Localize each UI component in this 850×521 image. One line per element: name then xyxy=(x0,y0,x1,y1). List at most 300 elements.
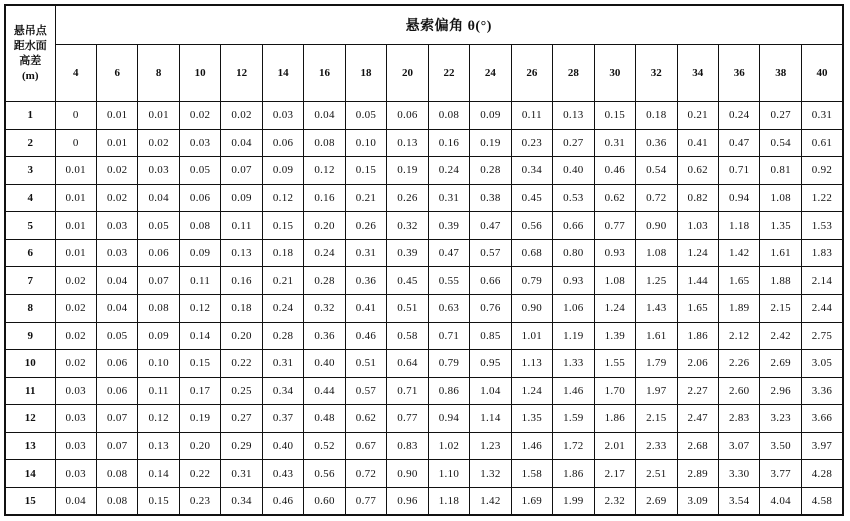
table-cell: 0.18 xyxy=(636,102,677,130)
angle-header: 34 xyxy=(677,45,718,102)
table-cell: 1.46 xyxy=(553,377,594,405)
table-cell: 0.02 xyxy=(179,102,220,130)
table-cell: 1.53 xyxy=(801,212,843,240)
table-cell: 1.04 xyxy=(470,377,511,405)
table-cell: 0.07 xyxy=(221,157,262,185)
table-cell: 0.96 xyxy=(387,487,428,515)
table-cell: 1.55 xyxy=(594,350,635,378)
table-cell: 1.86 xyxy=(594,405,635,433)
table-cell: 2.51 xyxy=(636,460,677,488)
table-row xyxy=(5,129,843,157)
table-cell: 1.65 xyxy=(719,267,760,295)
table-cell: 0.39 xyxy=(387,239,428,267)
row-height-value: 7 xyxy=(5,267,55,295)
table-cell: 2.44 xyxy=(801,294,843,322)
table-cell: 0.19 xyxy=(179,405,220,433)
table-cell: 2.68 xyxy=(677,432,718,460)
angle-header: 6 xyxy=(96,45,137,102)
angle-header: 10 xyxy=(179,45,220,102)
table-cell: 0.92 xyxy=(801,157,843,185)
row-height-value: 10 xyxy=(5,350,55,378)
table-cell: 0.52 xyxy=(304,432,345,460)
table-row xyxy=(5,460,843,488)
table-cell: 0.31 xyxy=(594,129,635,157)
table-cell: 0.02 xyxy=(55,267,96,295)
table-cell: 0.80 xyxy=(553,239,594,267)
table-cell: 1.61 xyxy=(760,239,801,267)
table-cell: 2.69 xyxy=(760,350,801,378)
table-cell: 2.27 xyxy=(677,377,718,405)
table-cell: 0.77 xyxy=(387,405,428,433)
table-cell: 0.47 xyxy=(428,239,469,267)
table-cell: 0.23 xyxy=(179,487,220,515)
table-cell: 2.06 xyxy=(677,350,718,378)
table-cell: 1.72 xyxy=(553,432,594,460)
table-cell: 1.22 xyxy=(801,184,843,212)
table-cell: 0.23 xyxy=(511,129,552,157)
table-cell: 0.27 xyxy=(553,129,594,157)
table-cell: 0.93 xyxy=(553,267,594,295)
table-cell: 0.02 xyxy=(96,157,137,185)
row-height-value: 4 xyxy=(5,184,55,212)
table-cell: 3.36 xyxy=(801,377,843,405)
table-body xyxy=(5,102,843,516)
table-row xyxy=(5,432,843,460)
table-cell: 2.60 xyxy=(719,377,760,405)
table-cell: 3.05 xyxy=(801,350,843,378)
table-cell: 0.57 xyxy=(345,377,386,405)
table-cell: 1.89 xyxy=(719,294,760,322)
row-height-value: 11 xyxy=(5,377,55,405)
table-cell: 0.09 xyxy=(179,239,220,267)
table-cell: 0.28 xyxy=(304,267,345,295)
table-cell: 0.03 xyxy=(55,432,96,460)
table-cell: 0.37 xyxy=(262,405,303,433)
table-cell: 0.94 xyxy=(428,405,469,433)
table-cell: 0.36 xyxy=(345,267,386,295)
table-cell: 0.01 xyxy=(96,129,137,157)
table-cell: 0.05 xyxy=(179,157,220,185)
table-cell: 0.02 xyxy=(221,102,262,130)
table-cell: 1.08 xyxy=(760,184,801,212)
row-height-value: 2 xyxy=(5,129,55,157)
table-cell: 0.31 xyxy=(801,102,843,130)
table-cell: 0.66 xyxy=(553,212,594,240)
table-cell: 0.15 xyxy=(345,157,386,185)
table-cell: 0.06 xyxy=(138,239,179,267)
table-cell: 0.18 xyxy=(262,239,303,267)
angle-header: 32 xyxy=(636,45,677,102)
table-cell: 0.72 xyxy=(345,460,386,488)
table-cell: 0.27 xyxy=(760,102,801,130)
table-row xyxy=(5,322,843,350)
table-cell: 0.56 xyxy=(304,460,345,488)
table-cell: 0.47 xyxy=(470,212,511,240)
table-cell: 1.10 xyxy=(428,460,469,488)
table-cell: 0.63 xyxy=(428,294,469,322)
angle-header: 36 xyxy=(719,45,760,102)
table-cell: 0.11 xyxy=(511,102,552,130)
table-cell: 0.41 xyxy=(677,129,718,157)
table-cell: 0.05 xyxy=(345,102,386,130)
stub-line: 高差 xyxy=(19,54,42,67)
table-cell: 0.43 xyxy=(262,460,303,488)
table-cell: 2.15 xyxy=(760,294,801,322)
table-cell: 0.27 xyxy=(221,405,262,433)
table-cell: 0.56 xyxy=(511,212,552,240)
table-cell: 1.86 xyxy=(677,322,718,350)
table-cell: 0.12 xyxy=(179,294,220,322)
table-cell: 0.19 xyxy=(387,157,428,185)
table-row xyxy=(5,487,843,515)
table-cell: 1.35 xyxy=(760,212,801,240)
table-cell: 0.36 xyxy=(304,322,345,350)
table-cell: 0.71 xyxy=(387,377,428,405)
table-cell: 3.54 xyxy=(719,487,760,515)
table-cell: 1.70 xyxy=(594,377,635,405)
table-cell: 0.15 xyxy=(138,487,179,515)
table-cell: 0.61 xyxy=(801,129,843,157)
table-cell: 3.09 xyxy=(677,487,718,515)
table-cell: 1.44 xyxy=(677,267,718,295)
table-cell: 0.31 xyxy=(262,350,303,378)
table-cell: 1.42 xyxy=(470,487,511,515)
table-cell: 0.05 xyxy=(96,322,137,350)
table-cell: 0.94 xyxy=(719,184,760,212)
table-cell: 0.40 xyxy=(304,350,345,378)
table-cell: 0.14 xyxy=(179,322,220,350)
table-cell: 1.88 xyxy=(760,267,801,295)
table-cell: 0.51 xyxy=(387,294,428,322)
table-cell: 0.09 xyxy=(221,184,262,212)
table-cell: 0.20 xyxy=(221,322,262,350)
table-cell: 0.04 xyxy=(138,184,179,212)
table-cell: 0.07 xyxy=(138,267,179,295)
table-cell: 0.10 xyxy=(138,350,179,378)
table-cell: 0.07 xyxy=(96,405,137,433)
table-cell: 0.08 xyxy=(304,129,345,157)
table-cell: 1.46 xyxy=(511,432,552,460)
angle-header: 30 xyxy=(594,45,635,102)
angle-header: 28 xyxy=(553,45,594,102)
table-cell: 1.97 xyxy=(636,377,677,405)
table-cell: 0.60 xyxy=(304,487,345,515)
row-height-value: 1 xyxy=(5,102,55,130)
table-cell: 0 xyxy=(55,129,96,157)
table-cell: 0.31 xyxy=(221,460,262,488)
table-cell: 0.44 xyxy=(304,377,345,405)
table-cell: 1.25 xyxy=(636,267,677,295)
table-cell: 2.75 xyxy=(801,322,843,350)
angle-header: 38 xyxy=(760,45,801,102)
table-cell: 0.58 xyxy=(387,322,428,350)
table-cell: 0.46 xyxy=(262,487,303,515)
table-cell: 0.02 xyxy=(55,322,96,350)
table-cell: 1.24 xyxy=(511,377,552,405)
table-cell: 0.13 xyxy=(387,129,428,157)
table-cell: 0.03 xyxy=(96,212,137,240)
table-cell: 0.46 xyxy=(345,322,386,350)
table-cell: 0.04 xyxy=(304,102,345,130)
table-cell: 0.51 xyxy=(345,350,386,378)
table-cell: 0.71 xyxy=(428,322,469,350)
table-cell: 0.90 xyxy=(387,460,428,488)
table-cell: 0.08 xyxy=(138,294,179,322)
table-cell: 0.79 xyxy=(511,267,552,295)
table-cell: 4.58 xyxy=(801,487,843,515)
table-cell: 0.03 xyxy=(96,239,137,267)
table-cell: 1.35 xyxy=(511,405,552,433)
table-cell: 1.13 xyxy=(511,350,552,378)
table-cell: 2.26 xyxy=(719,350,760,378)
table-cell: 1.83 xyxy=(801,239,843,267)
angle-header: 26 xyxy=(511,45,552,102)
table-cell: 0.29 xyxy=(221,432,262,460)
row-height-value: 3 xyxy=(5,157,55,185)
data-table xyxy=(4,4,844,516)
table-cell: 0.82 xyxy=(677,184,718,212)
table-cell: 3.50 xyxy=(760,432,801,460)
table-cell: 1.18 xyxy=(719,212,760,240)
table-cell: 3.30 xyxy=(719,460,760,488)
table-cell: 0.16 xyxy=(428,129,469,157)
table-row xyxy=(5,267,843,295)
table-cell: 2.96 xyxy=(760,377,801,405)
table-cell: 0.31 xyxy=(345,239,386,267)
table-cell: 2.42 xyxy=(760,322,801,350)
table-cell: 0 xyxy=(55,102,96,130)
angle-header-row xyxy=(5,45,843,102)
table-cell: 1.33 xyxy=(553,350,594,378)
table-cell: 0.03 xyxy=(55,377,96,405)
table-cell: 1.03 xyxy=(677,212,718,240)
table-cell: 0.24 xyxy=(304,239,345,267)
row-height-value: 12 xyxy=(5,405,55,433)
table-cell: 0.01 xyxy=(96,102,137,130)
table-cell: 1.06 xyxy=(553,294,594,322)
table-cell: 1.42 xyxy=(719,239,760,267)
angle-header: 4 xyxy=(55,45,96,102)
table-cell: 1.86 xyxy=(553,460,594,488)
table-cell: 0.28 xyxy=(470,157,511,185)
table-cell: 1.02 xyxy=(428,432,469,460)
table-row xyxy=(5,294,843,322)
table-cell: 0.95 xyxy=(470,350,511,378)
table-cell: 0.04 xyxy=(55,487,96,515)
table-cell: 0.45 xyxy=(511,184,552,212)
table-cell: 0.76 xyxy=(470,294,511,322)
table-cell: 0.14 xyxy=(138,460,179,488)
table-cell: 0.08 xyxy=(96,487,137,515)
table-cell: 0.62 xyxy=(677,157,718,185)
table-cell: 0.25 xyxy=(221,377,262,405)
row-height-value: 14 xyxy=(5,460,55,488)
angle-header: 18 xyxy=(345,45,386,102)
table-cell: 0.04 xyxy=(96,294,137,322)
table-cell: 2.32 xyxy=(594,487,635,515)
table-cell: 3.07 xyxy=(719,432,760,460)
table-cell: 1.19 xyxy=(553,322,594,350)
table-cell: 0.72 xyxy=(636,184,677,212)
angle-header: 14 xyxy=(262,45,303,102)
table-cell: 2.33 xyxy=(636,432,677,460)
table-cell: 0.01 xyxy=(55,157,96,185)
table-cell: 1.18 xyxy=(428,487,469,515)
table-cell: 3.77 xyxy=(760,460,801,488)
table-cell: 0.05 xyxy=(138,212,179,240)
table-cell: 4.04 xyxy=(760,487,801,515)
table-cell: 0.22 xyxy=(179,460,220,488)
table-cell: 0.07 xyxy=(96,432,137,460)
table-cell: 0.21 xyxy=(262,267,303,295)
table-cell: 0.08 xyxy=(96,460,137,488)
table-cell: 0.01 xyxy=(55,239,96,267)
table-cell: 0.34 xyxy=(511,157,552,185)
table-cell: 0.40 xyxy=(553,157,594,185)
angle-header: 16 xyxy=(304,45,345,102)
table-cell: 2.15 xyxy=(636,405,677,433)
table-cell: 0.15 xyxy=(594,102,635,130)
table-cell: 0.12 xyxy=(304,157,345,185)
table-cell: 0.02 xyxy=(138,129,179,157)
row-height-value: 8 xyxy=(5,294,55,322)
table-cell: 1.58 xyxy=(511,460,552,488)
angle-header: 22 xyxy=(428,45,469,102)
table-cell: 0.06 xyxy=(96,377,137,405)
table-cell: 0.34 xyxy=(221,487,262,515)
table-cell: 0.01 xyxy=(55,184,96,212)
table-cell: 0.18 xyxy=(221,294,262,322)
table-cell: 1.14 xyxy=(470,405,511,433)
stub-line: 距水面 xyxy=(13,39,47,52)
angle-header: 40 xyxy=(801,45,843,102)
table-cell: 0.08 xyxy=(179,212,220,240)
table-cell: 1.43 xyxy=(636,294,677,322)
table-cell: 0.17 xyxy=(179,377,220,405)
table-cell: 0.02 xyxy=(55,350,96,378)
table-cell: 0.15 xyxy=(179,350,220,378)
table-cell: 1.08 xyxy=(594,267,635,295)
stub-line: (m) xyxy=(22,69,39,82)
table-cell: 1.08 xyxy=(636,239,677,267)
row-height-value: 6 xyxy=(5,239,55,267)
table-cell: 0.06 xyxy=(387,102,428,130)
angle-header: 20 xyxy=(387,45,428,102)
table-cell: 1.69 xyxy=(511,487,552,515)
table-cell: 0.03 xyxy=(55,405,96,433)
table-cell: 0.47 xyxy=(719,129,760,157)
table-cell: 0.85 xyxy=(470,322,511,350)
row-header-label xyxy=(5,5,55,102)
table-cell: 0.16 xyxy=(221,267,262,295)
table-cell: 2.12 xyxy=(719,322,760,350)
table-cell: 0.06 xyxy=(179,184,220,212)
table-cell: 0.40 xyxy=(262,432,303,460)
table-cell: 0.32 xyxy=(304,294,345,322)
table-cell: 0.21 xyxy=(677,102,718,130)
table-cell: 0.36 xyxy=(636,129,677,157)
table-cell: 0.21 xyxy=(345,184,386,212)
table-cell: 1.23 xyxy=(470,432,511,460)
table-cell: 0.06 xyxy=(96,350,137,378)
table-row xyxy=(5,239,843,267)
table-cell: 0.86 xyxy=(428,377,469,405)
table-cell: 0.16 xyxy=(304,184,345,212)
table-cell: 0.32 xyxy=(387,212,428,240)
table-cell: 0.24 xyxy=(428,157,469,185)
table-cell: 0.04 xyxy=(221,129,262,157)
table-cell: 2.89 xyxy=(677,460,718,488)
table-cell: 0.01 xyxy=(138,102,179,130)
table-cell: 0.09 xyxy=(262,157,303,185)
angle-header: 12 xyxy=(221,45,262,102)
table-cell: 0.26 xyxy=(387,184,428,212)
table-cell: 3.66 xyxy=(801,405,843,433)
table-cell: 0.12 xyxy=(262,184,303,212)
table-cell: 1.65 xyxy=(677,294,718,322)
table-cell: 1.32 xyxy=(470,460,511,488)
table-row xyxy=(5,212,843,240)
table-cell: 0.31 xyxy=(428,184,469,212)
table-cell: 0.90 xyxy=(511,294,552,322)
table-cell: 0.83 xyxy=(387,432,428,460)
row-height-value: 15 xyxy=(5,487,55,515)
table-cell: 0.06 xyxy=(262,129,303,157)
table-cell: 0.64 xyxy=(387,350,428,378)
stub-line: 悬吊点 xyxy=(13,24,47,37)
table-cell: 0.54 xyxy=(760,129,801,157)
table-cell: 1.24 xyxy=(594,294,635,322)
table-cell: 0.20 xyxy=(304,212,345,240)
table-cell: 0.03 xyxy=(179,129,220,157)
table-cell: 0.02 xyxy=(55,294,96,322)
table-cell: 0.90 xyxy=(636,212,677,240)
angle-header: 8 xyxy=(138,45,179,102)
table-cell: 0.45 xyxy=(387,267,428,295)
table-cell: 1.39 xyxy=(594,322,635,350)
table-cell: 0.01 xyxy=(55,212,96,240)
table-cell: 0.77 xyxy=(345,487,386,515)
table-cell: 0.24 xyxy=(262,294,303,322)
table-cell: 0.20 xyxy=(179,432,220,460)
table-cell: 3.23 xyxy=(760,405,801,433)
table-cell: 0.53 xyxy=(553,184,594,212)
table-cell: 2.01 xyxy=(594,432,635,460)
table-cell: 0.19 xyxy=(470,129,511,157)
table-cell: 0.13 xyxy=(138,432,179,460)
table-cell: 0.13 xyxy=(221,239,262,267)
table-cell: 0.46 xyxy=(594,157,635,185)
table-cell: 0.54 xyxy=(636,157,677,185)
table-cell: 0.03 xyxy=(138,157,179,185)
table-cell: 0.67 xyxy=(345,432,386,460)
table-row xyxy=(5,350,843,378)
table-cell: 0.48 xyxy=(304,405,345,433)
table-cell: 2.14 xyxy=(801,267,843,295)
table-cell: 1.79 xyxy=(636,350,677,378)
row-height-value: 13 xyxy=(5,432,55,460)
table-cell: 0.09 xyxy=(138,322,179,350)
row-height-value: 5 xyxy=(5,212,55,240)
table-cell: 0.55 xyxy=(428,267,469,295)
table-cell: 0.68 xyxy=(511,239,552,267)
table-row xyxy=(5,377,843,405)
table-cell: 0.66 xyxy=(470,267,511,295)
table-cell: 0.62 xyxy=(345,405,386,433)
table-cell: 1.99 xyxy=(553,487,594,515)
table-cell: 0.03 xyxy=(55,460,96,488)
table-cell: 0.13 xyxy=(553,102,594,130)
